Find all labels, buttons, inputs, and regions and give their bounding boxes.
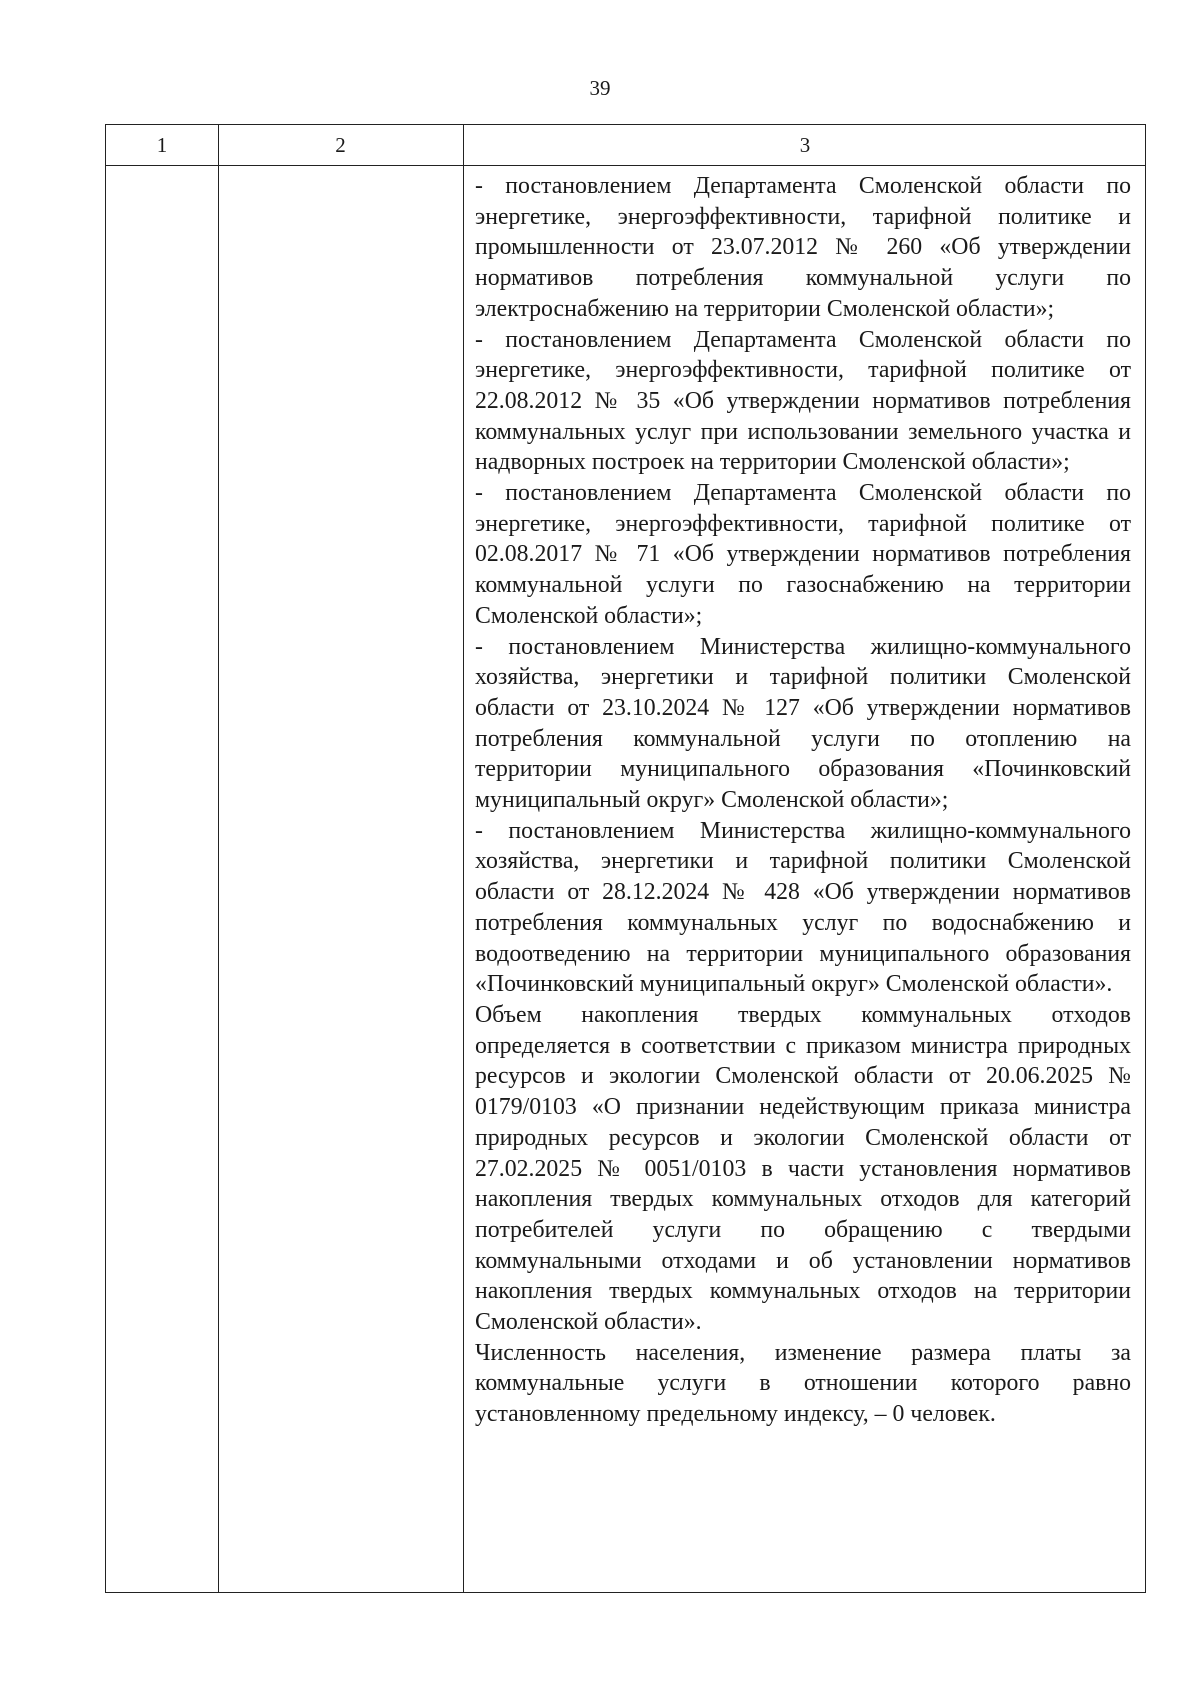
column-header-1: 1 — [156, 133, 168, 157]
paragraph-resolution-gas: - постановлением Департамента Смоленской области по энергетике, энергоэффективности, тарифной политике от 02.08.2017 № 71 «Об утверждении нормативов потребления коммунальной услуги по газоснабжению на территории Смоленской области»; — [475, 480, 1131, 629]
paragraph-resolution-heating: - постановлением Министерства жилищно-коммунального хозяйства, энергетики и тарифной политики Смоленской области от 23.10.2024 № 127 «Об утверждении нормативов потребления коммунальной услуги по отоплению на территории муниципального образования «Починковский муниципальный округ» Смоленской области»; — [475, 633, 1131, 814]
paragraph-population: Численность населения, изменение размера платы за коммунальные услуги в отношении которого равно установленному предельному индексу, – 0 человек. — [475, 1339, 1131, 1428]
header-divider — [106, 165, 1145, 166]
column-divider-2 — [463, 125, 464, 1592]
document-table — [105, 124, 1146, 1593]
column-divider-1 — [218, 125, 219, 1592]
paragraph-resolution-water: - постановлением Министерства жилищно-коммунального хозяйства, энергетики и тарифной политики Смоленской области от 28.12.2024 № 428 «Об утверждении нормативов потребления коммунальных услуг по водоснабжению и водоотведению на территории муниципального образования «Починковский муниципальный округ» Смоленской области». — [475, 817, 1131, 998]
column-header-3: 3 — [799, 133, 811, 157]
column-header-2: 2 — [335, 133, 346, 157]
paragraph-resolution-land-plot: - постановлением Департамента Смоленской области по энергетике, энергоэффективности, тарифной политике от 22.08.2012 № 35 «Об утверждении нормативов потребления коммунальных услуг при использовании земельного участка и надворных построек на территории Смоленской области»; — [475, 326, 1131, 476]
column-3-content — [475, 171, 1131, 1430]
paragraph-solid-waste: Объем накопления твердых коммунальных отходов определяется в соответствии с приказом министра природных ресурсов и экологии Смоленской области от 20.06.2025 № 0179/0103 «О признании недействующим приказа министра природных ресурсов и экологии Смоленской области от 27.02.2025 № 0051/0103 в части установления нормативов накопления твердых коммунальных отходов для категорий потребителей услуги по обращению с твердыми коммунальными отходами и об установлении нормативов накопления твердых коммунальных отходов на территории Смоленской области». — [475, 1001, 1131, 1336]
page-number: 39 — [589, 76, 611, 100]
paragraph-resolution-electricity: - постановлением Департамента Смоленской области по энергетике, энергоэффективности, тарифной политике и промышленности от 23.07.2012 № 260 «Об утверждении нормативов потребления коммунальной услуги по электроснабжению на территории Смоленской области»; — [475, 173, 1131, 322]
